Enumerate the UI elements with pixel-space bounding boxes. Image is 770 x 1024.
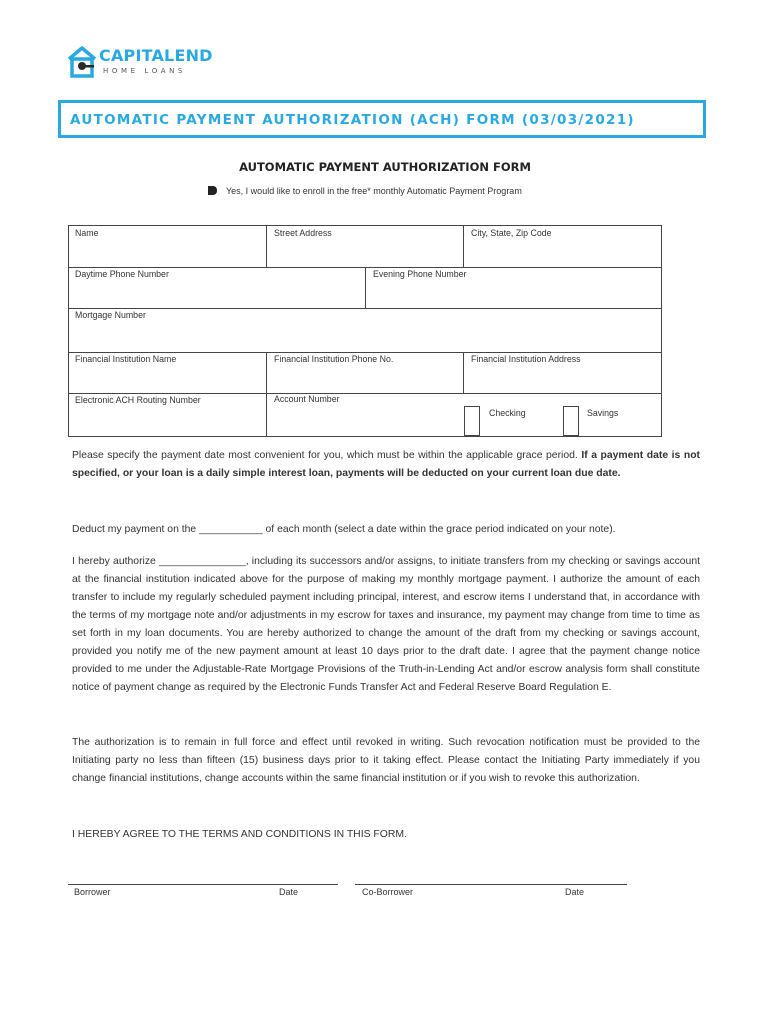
financial-institution-phone-field[interactable]: Financial Institution Phone No. — [274, 354, 394, 364]
row-divider — [69, 352, 661, 353]
financial-institution-address-field[interactable]: Financial Institution Address — [471, 354, 581, 364]
payment-date-text: Please specify the payment date most convenient for you, which must be within the applicable grace period. — [72, 450, 582, 461]
borrower-signature-line[interactable] — [68, 884, 338, 885]
enroll-checkbox[interactable] — [208, 186, 217, 195]
evening-phone-field[interactable]: Evening Phone Number — [373, 269, 467, 279]
enroll-option[interactable] — [208, 186, 522, 196]
name-field[interactable]: Name — [75, 228, 99, 238]
savings-label: Savings — [587, 408, 619, 418]
co-borrower-signature-line[interactable] — [355, 884, 627, 885]
savings-checkbox[interactable] — [563, 406, 579, 436]
authorization-paragraph: I hereby authorize _______________, including its successors and/or assigns, to initiate transfers from my checking or savings account at the financial institution indicated above for the purpose of making my monthly mortgage payment. I authorize the amount of each transfer to include my regularly scheduled payment including principal, interest, and escrow items I understand that, in accordance with the terms of my mortgage note and/or adjustments in my escrow for taxes and insurance, my payment may change from time to time as set forth in my loan documents. You are hereby authorized to change the amount of the draft from my checking or savings account, provided you notify me of the new payment amount at least 10 days prior to the draft date. I agree that the payment change notice provided to me under the Adjustable-Rate Mortgage Provisions of the Truth-in-Lending Act and/or escrow analysis form shall constitute notice of payment change as required by the Electronic Funds Transfer Act and Federal Reserve Board Regulation E. — [72, 556, 700, 693]
col-divider — [365, 267, 366, 308]
city-state-zip-field[interactable]: City, State, Zip Code — [471, 228, 552, 238]
banner-title: AUTOMATIC PAYMENT AUTHORIZATION (ACH) FORM (03/03/2021) — [70, 112, 635, 128]
financial-institution-name-field[interactable]: Financial Institution Name — [75, 354, 177, 364]
col-divider — [463, 226, 464, 267]
agreement-statement: I HEREBY AGREE TO THE TERMS AND CONDITIONS IN THIS FORM. — [72, 829, 407, 840]
checking-checkbox[interactable] — [464, 406, 480, 436]
logo-name: CAPITALEND — [99, 46, 213, 65]
logo-subtitle: HOME LOANS — [103, 67, 186, 75]
house-logo-icon — [66, 44, 98, 78]
payment-date-bold-text: If a payment date is not specified, or your loan is a daily simple interest loan, payments will be deducted on your current loan due date. — [72, 450, 700, 479]
row-divider — [69, 393, 661, 394]
enroll-label: Yes, I would like to enroll in the free* monthly Automatic Payment Program — [226, 186, 522, 196]
co-borrower-label: Co-Borrower — [362, 887, 414, 897]
revocation-paragraph: The authorization is to remain in full force and effect until revoked in writing. Such revocation notification must be provided to the Initiating party no less than fifteen (15) business days prior to it taking effect. Please contact the Initiating Party immediately if you change financial institutions, change accounts within the same financial institution or if you wish to revoke this authorization. — [72, 737, 700, 784]
row-divider — [69, 308, 661, 309]
deduct-paragraph: Deduct my payment on the ___________ of each month (select a date within the grace period indicated on your note). — [72, 524, 616, 535]
checking-label: Checking — [489, 408, 526, 418]
title-banner — [58, 100, 706, 138]
borrower-label: Borrower — [74, 887, 111, 897]
co-borrower-date-label: Date — [565, 887, 585, 897]
mortgage-number-field[interactable]: Mortgage Number — [75, 310, 146, 320]
col-divider — [463, 352, 464, 393]
ach-routing-number-field[interactable]: Electronic ACH Routing Number — [75, 395, 201, 405]
col-divider — [266, 226, 267, 267]
company-logo — [66, 44, 213, 80]
street-address-field[interactable]: Street Address — [274, 228, 332, 238]
borrower-date-label: Date — [279, 887, 299, 897]
account-number-field[interactable]: Account Number — [274, 394, 340, 404]
daytime-phone-field[interactable]: Daytime Phone Number — [75, 269, 169, 279]
col-divider — [266, 352, 267, 436]
payment-date-paragraph — [72, 447, 700, 483]
info-form-grid — [68, 225, 662, 437]
form-title: AUTOMATIC PAYMENT AUTHORIZATION FORM — [239, 160, 531, 174]
